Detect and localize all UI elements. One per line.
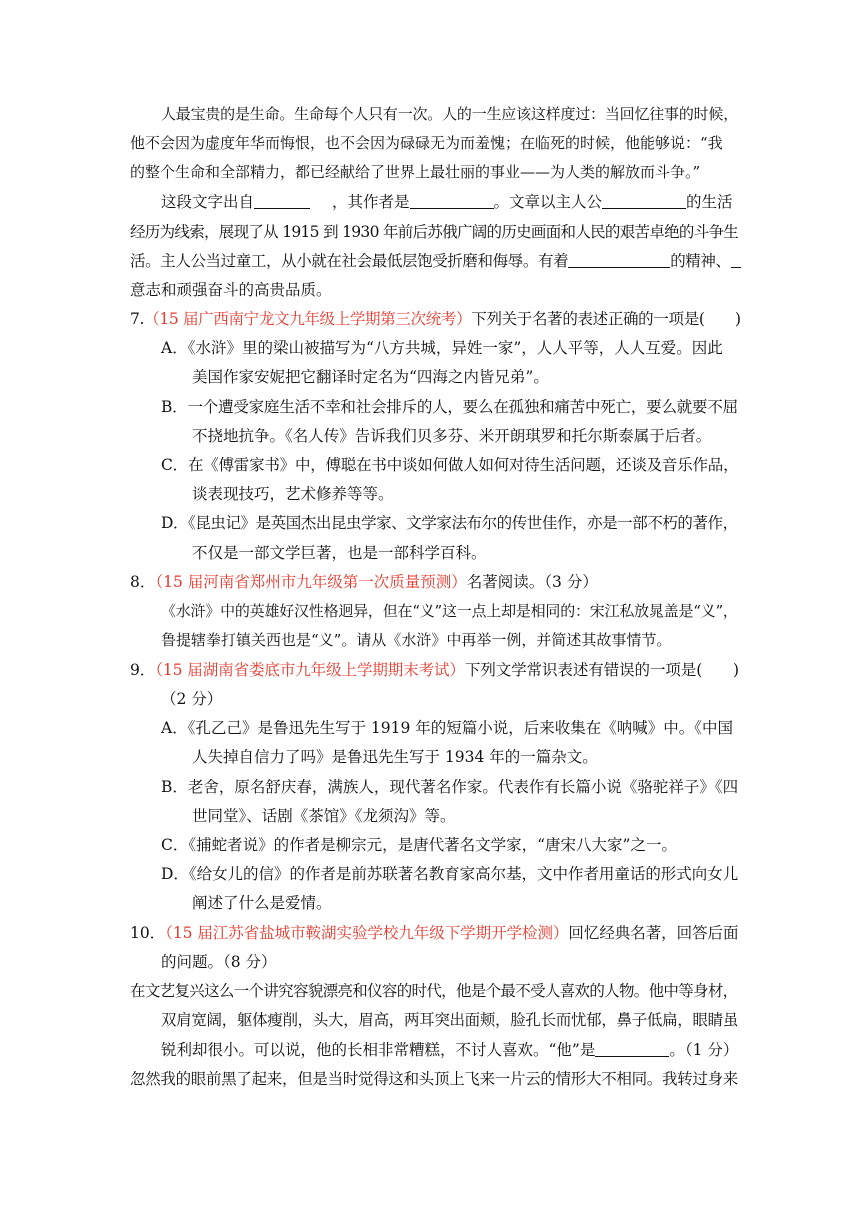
option-c-line-1: C．《捕蛇者说》的作者是柳宗元，是唐代著名文学家，“唐宋八大家”之一。 <box>161 836 677 854</box>
question-number: 10． <box>130 924 166 942</box>
question-8-body-2: 鲁提辖拳打镇关西也是“义”。请从《水浒》中再举一例，并简述其故事情节。 <box>161 631 672 649</box>
answer-blank-author[interactable] <box>410 194 494 209</box>
question-8-header <box>130 572 598 592</box>
question-source: （15 届江苏省盐城市鞍湖实验学校九年级下学期开学检测） <box>165 924 569 942</box>
option-d-line-2: 阐述了什么是爱情。 <box>192 894 332 912</box>
fill-text: 这段文字出自 <box>161 193 255 211</box>
fill-question-line-2: 经历为线索，展现了从 1915 到 1930 年前后苏俄广阔的历史画面和人民的艰苦卓绝的斗争生 <box>130 223 739 241</box>
question-source: （15 届广西南宁龙文九年级上学期第三次统考） <box>144 310 472 328</box>
option-a-line-1: A．《孔乙己》是鲁迅先生写于 1919 年的短篇小说，后来收集在《呐喊》中。《中国 <box>161 719 733 737</box>
question-9-header <box>130 660 739 680</box>
option-a-line-1: A．《水浒》里的梁山被描写为“八方共城，异姓一家”，人人平等，人人互爱。因此 <box>161 339 723 357</box>
question-stem: 回忆经典名著，回答后面 <box>568 924 739 942</box>
option-a-line-2: 人失掉自信力了吗》是鲁迅先生写于 1934 年的一篇杂文。 <box>192 748 598 766</box>
fill-text: 的生活 <box>686 193 733 211</box>
option-b-line-2: 世同堂》、话剧《茶馆》《龙须沟》等。 <box>192 807 456 825</box>
question-stem: 下列关于名著的表述正确的一项是( ) <box>471 310 741 328</box>
question-number: 8． <box>130 573 156 591</box>
question-7-header <box>130 309 741 329</box>
option-d-line-1: D．《给女儿的信》的作者是前苏联著名教育家高尔基，文中作者用童话的形式向女儿 <box>161 865 739 883</box>
quote-line-3: 的整个生命和全部精力，都已经献给了世界上最壮丽的事业——为人类的解放而斗争。” <box>130 163 701 181</box>
fill-text: 。文章以主人公 <box>493 193 603 211</box>
question-10-stem-2: 的问题。（8 分） <box>161 953 277 971</box>
question-8-body-1: 《水浒》中的英雄好汉性格迥异，但在“义”这一点上却是相同的：宋江私放晁盖是“义”， <box>161 602 738 620</box>
fill-text: 的精神、 <box>670 252 731 270</box>
option-c-line-2: 谈表现技巧，艺术修养等等。 <box>192 485 394 503</box>
option-d-line-1: D．《昆虫记》是英国杰出昆虫学家、文学家法布尔的传世佳作，亦是一部不朽的著作， <box>161 514 738 532</box>
body-text: 锐利却很小。可以说，他的长相非常糟糕，不讨人喜欢。“他”是 <box>161 1041 596 1059</box>
fill-question-line-4: 意志和顽强奋斗的高贵品质。 <box>130 281 332 299</box>
question-stem: 名著阅读。（3 分） <box>466 573 598 591</box>
fill-question-line-3 <box>130 251 741 271</box>
question-9-score: （2 分） <box>161 690 223 708</box>
question-10-body-4: 忽然我的眼前黑了起来，但是当时觉得这和头顶上飞来一片云的情形大不相同。我转过身来 <box>130 1070 739 1088</box>
option-c-line-1: C．在《傅雷家书》中，傅聪在书中谈如何做人如何对待生活问题，还谈及音乐作品， <box>161 456 739 474</box>
question-source: （15 届河南省郑州市九年级第一次质量预测） <box>155 573 467 591</box>
option-b-line-1: B．一个遭受家庭生活不幸和社会排斥的人，要么在孤独和痛苦中死亡，要么就要不屈 <box>161 398 738 416</box>
fill-text: ，其作者是 <box>332 193 410 211</box>
body-text: 。（1 分） <box>669 1041 739 1059</box>
fill-text: 活。主人公当过童工，从小就在社会最低层饱受折磨和侮辱。有着 <box>130 252 569 270</box>
answer-blank-spirit-2[interactable] <box>731 253 741 268</box>
answer-blank-who[interactable] <box>595 1042 669 1057</box>
option-d-line-2: 不仅是一部文学巨著，也是一部科学百科。 <box>192 544 487 562</box>
question-10-body-2: 双肩宽阔，躯体瘦削，头大，眉高，两耳突出面颊，脸孔长而忧郁，鼻子低扁，眼睛虽 <box>161 1011 739 1029</box>
option-b-line-2: 不挠地抗争。《名人传》告诉我们贝多芬、米开朗琪罗和托尔斯泰属于后者。 <box>192 427 712 445</box>
question-number: 7. <box>130 310 145 328</box>
question-10-header <box>130 923 738 943</box>
question-10-body-3 <box>161 1040 738 1060</box>
question-source: （15 届湖南省娄底市九年级上学期期末考试） <box>155 661 465 679</box>
question-stem: 下列文学常识表述有错误的一项是( ) <box>464 661 740 679</box>
quote-line-1: 人最宝贵的是生命。生命每个人只有一次。人的一生应该这样度过：当回忆往事的时候， <box>161 105 739 123</box>
question-10-body-1: 在文艺复兴这么一个讲究容貌漂亮和仪容的时代，他是个最不受人喜欢的人物。他中等身材， <box>130 982 738 1000</box>
answer-blank-source[interactable] <box>254 194 310 209</box>
answer-blank-spirit[interactable] <box>568 253 670 268</box>
question-number: 9． <box>130 661 156 679</box>
option-b-line-1: B．老舍，原名舒庆春，满族人，现代著名作家。代表作有长篇小说《骆驼祥子》《四 <box>161 778 739 796</box>
quote-line-2: 他不会因为虚度年华而悔恨，也不会因为碌碌无为而羞愧；在临死的时候，他能够说：“我 <box>130 134 723 152</box>
fill-question-line-1 <box>161 192 733 212</box>
option-a-line-2: 美国作家安妮把它翻译时定名为“四海之内皆兄弟”。 <box>192 368 549 386</box>
answer-blank-protagonist[interactable] <box>602 194 686 209</box>
